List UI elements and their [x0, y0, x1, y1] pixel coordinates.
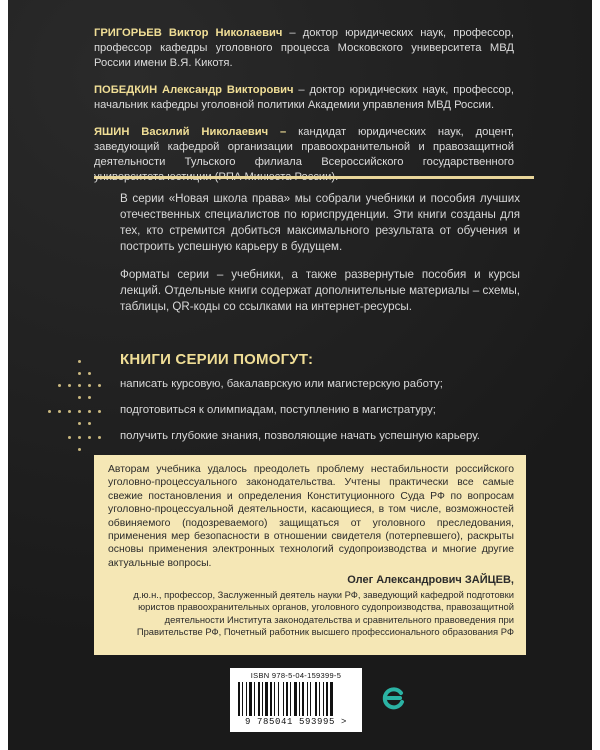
help-item: подготовиться к олимпиадам, поступлению в магистратуру;	[120, 404, 436, 416]
barcode-bar	[283, 682, 284, 716]
decor-dot	[78, 360, 81, 363]
decor-dot	[78, 372, 81, 375]
decor-dot	[68, 410, 71, 413]
barcode-bar	[310, 682, 311, 716]
barcode-bar	[294, 682, 297, 716]
author-name: ПОБЕДКИН Александр Викторович	[94, 84, 294, 96]
barcode-bar	[246, 682, 247, 716]
authors-block	[94, 26, 514, 197]
barcode-bar	[278, 682, 279, 716]
author-bio: – доктор юридических наук, профессор, профессор кафедры уголовного процесса Московского университета МВД России имени В.Я. Кикотя.	[94, 27, 514, 69]
barcode-bar	[290, 682, 291, 716]
decor-dot	[88, 384, 91, 387]
barcode-bar	[258, 682, 260, 716]
decor-dot	[98, 410, 101, 413]
decor-dot	[78, 448, 81, 451]
barcode-bar	[319, 682, 320, 716]
series-paragraph: Форматы серии – учебники, а также развернутые пособия и курсы лекций. Отдельные книги содержат дополнительные материалы – схемы, таблицы, QR-коды со ссылками на интернет-ресурсы.	[120, 268, 520, 313]
decor-dot	[78, 422, 81, 425]
isbn-barcode	[230, 668, 362, 732]
author-bio: кандидат юридических наук, доцент, заведующий кафедрой организации правоохранительной и правозащитной деятельности Тульского филиала Всероссийского государственного	[94, 126, 514, 168]
barcode-bar	[274, 682, 275, 716]
decor-dot	[78, 436, 81, 439]
decor-dot	[88, 410, 91, 413]
decor-dot	[88, 372, 91, 375]
decor-dot	[78, 410, 81, 413]
decor-dot	[88, 396, 91, 399]
review-quote	[94, 455, 526, 655]
author-entry	[94, 83, 514, 113]
barcode-bar	[270, 682, 272, 716]
decor-dot	[58, 384, 61, 387]
barcode-bar	[286, 682, 288, 716]
decor-dot	[98, 384, 101, 387]
barcode-bars	[237, 682, 355, 716]
help-item: написать курсовую, бакалаврскую или магистерскую работу;	[120, 378, 443, 390]
gold-divider	[94, 176, 534, 179]
decor-dot	[88, 436, 91, 439]
decor-dot	[68, 384, 71, 387]
decor-dot	[68, 436, 71, 439]
decor-dot	[48, 410, 51, 413]
author-entry	[94, 26, 514, 71]
decor-dot	[78, 384, 81, 387]
series-paragraph: В серии «Новая школа права» мы собрали учебники и пособия лучших отечественных специалистов по юриспруденции. Эти книги созданы для тех, кто стремится добиться максимального результата от обучения и построить успешную карьеру в будущем.	[120, 192, 520, 253]
barcode-bar	[254, 682, 255, 716]
decor-dot	[78, 396, 81, 399]
barcode-bar	[299, 682, 300, 716]
barcode-digits: 9 785041 593995 >	[244, 717, 347, 727]
series-description	[120, 191, 520, 327]
quote-signature	[108, 574, 514, 639]
quote-text: Авторам учебника удалось преодолеть проблему нестабильности российского уголовно-процессуального законодательства. Учтены практически все самые свежие постановления и определения Конституционного Суда РФ по вопросам уголовно-процессуальной деятельности, касающиеся, в том числе, возможностей обвиняемого (подозреваемого) защищаться от уголовного преследования, применения мер безопасности в отношении свидетеля (потерпевшего), раскрыты основы применения электронных технологий судопроизводства и многие другие актуальные вопросы.	[108, 464, 514, 569]
barcode-bar	[238, 682, 240, 716]
signer-name: Олег Александрович ЗАЙЦЕВ,	[347, 574, 514, 587]
decor-dot	[58, 410, 61, 413]
author-bio: – доктор юридических наук, профессор, начальник кафедры уголовной политики Академии управления МВД России.	[94, 84, 514, 111]
author-name: ГРИГОРЬЕВ Виктор Николаевич	[94, 27, 283, 39]
barcode-bar	[326, 682, 328, 716]
author-name: ЯШИН Василий Николаевич –	[94, 126, 287, 138]
signer-description: д.ю.н., профессор, Заслуженный деятель науки РФ, заведующий кафедрой подготовки юристов правоохранительных органов, уголовного судопроизводства, правозащитной деятельности Института законодательства и сравнительного правоведения при Правительстве РФ, Почетный работник высшего профессионального образования РФ	[133, 588, 514, 638]
help-title: КНИГИ СЕРИИ ПОМОГУТ:	[120, 351, 314, 368]
back-cover	[8, 0, 592, 750]
decor-dot	[98, 436, 101, 439]
barcode-bar	[262, 682, 263, 716]
barcode-bar	[242, 682, 243, 716]
barcode-bar	[265, 682, 268, 716]
help-item: получить глубокие знания, позволяющие начать успешную карьеру.	[120, 430, 480, 442]
isbn-label: ISBN 978-5-04-159399-5	[250, 671, 342, 680]
decor-dot	[88, 422, 91, 425]
barcode-bar	[307, 682, 308, 716]
publisher-logo-icon	[380, 684, 408, 712]
barcode-bar	[315, 682, 317, 716]
barcode-bar	[249, 682, 252, 716]
barcode-bar	[302, 682, 304, 716]
barcode-bar	[330, 682, 333, 716]
barcode-bar	[323, 682, 324, 716]
